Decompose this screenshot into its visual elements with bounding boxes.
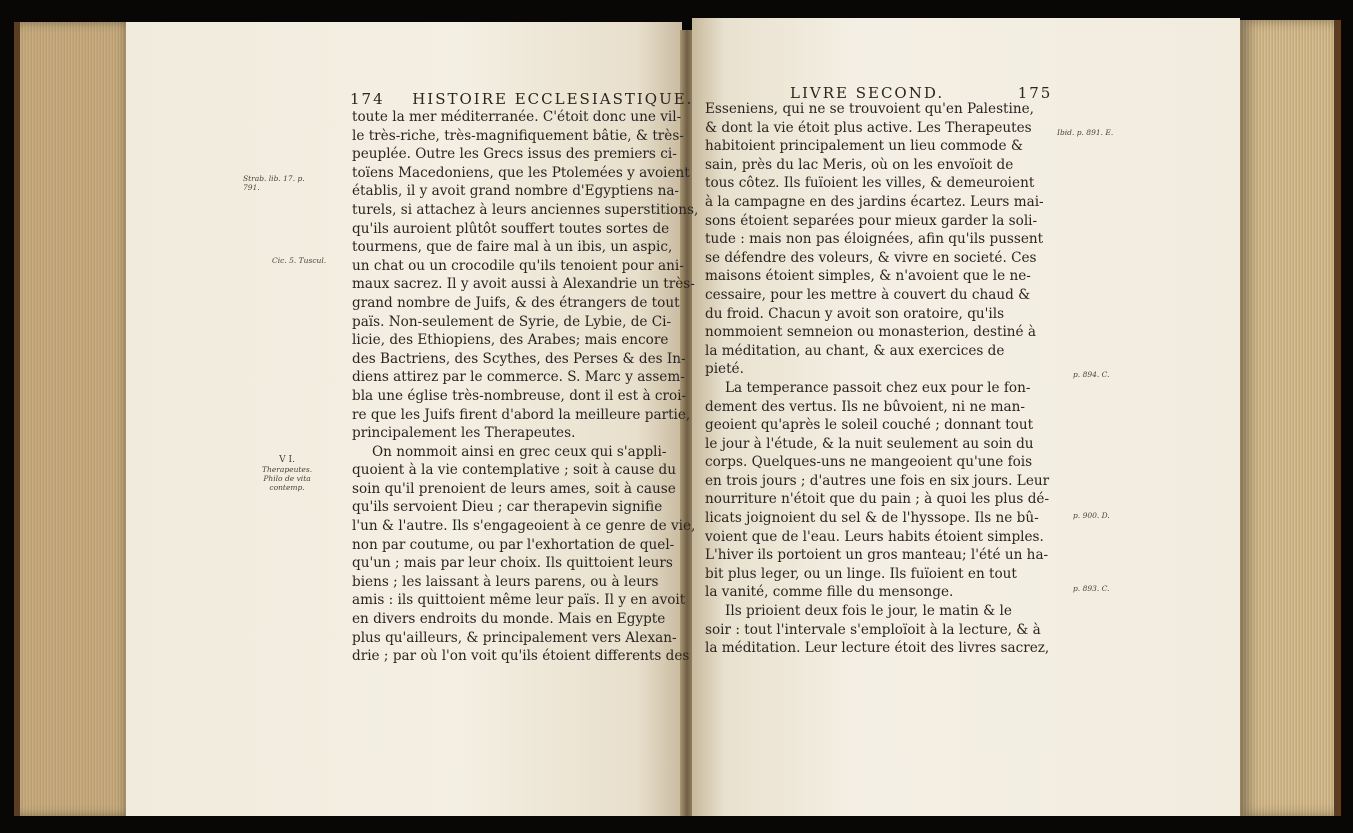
text-line: un chat ou un crocodile qu'ils tenoient pour ani- [352,257,684,274]
text-line: licie, des Ethiopiens, des Arabes; mais encore [352,332,669,349]
margin-note-line: Philo de vita [263,474,311,483]
text-line: Esseniens, qui ne se trouvoient qu'en Palestine, [705,101,1034,117]
text-line: habitoient principalement un lieu commode & [705,138,1023,155]
text-line: geoient qu'après le soleil couché ; donnant tout [705,417,1034,434]
margin-note-line: p. 893. C. [1073,584,1110,593]
left-margin-note-1 [243,174,305,192]
right-margin-note-2 [1073,370,1110,379]
margin-note-line: p. 900. D. [1073,511,1110,520]
margin-note-line: Cic. 5. Tuscul. [272,256,327,265]
right-running-title: LIVRE SECOND. [790,84,945,102]
text-line: dement des vertus. Ils ne bûvoient, ni ne man- [705,398,1025,415]
text-line: du froid. Chacun y avoit son oratoire, qu'ils [705,305,1005,322]
text-line: voient que de l'eau. Leurs habits étoient simples. [705,528,1044,545]
text-line: sain, près du lac Meris, où on les envoïoit de [705,156,1014,173]
left-margin-note-2 [272,256,326,265]
text-line: bit plus leger, ou un linge. Ils fuïoient en tout [705,565,1017,582]
text-line: On nommoit ainsi en grec ceux qui s'appli- [372,443,667,460]
text-line: l'un & l'autre. Ils s'engageoient à ce genre de vie, [352,518,696,535]
text-line: turels, si attachez à leurs anciennes superstitions, [352,201,699,218]
margin-note-line: p. 894. C. [1073,370,1110,379]
text-line: païs. Non-seulement de Syrie, de Lybie, de Ci- [352,313,672,330]
text-line: cessaire, pour les mettre à couvert du chaud & [705,286,1031,303]
text-line: grand nombre de Juifs, & des étrangers de tout [352,294,680,311]
left-running-head [350,90,693,108]
text-line: en divers endroits du monde. Mais en Egypte [352,611,666,628]
text-line: corps. Quelques-uns ne mangeoient qu'une fois [705,454,1033,471]
text-line: diens attirez par le commerce. S. Marc y assem- [352,369,685,386]
text-line: soin qu'il prenoient de leurs ames, soit à cause [352,480,676,497]
text-line: le très-riche, très-magnifiquement bâtie, & très- [352,127,684,144]
text-line: qu'ils auroient plûtôt souffert toutes sortes de [352,220,670,237]
text-line: L'hiver ils portoient un gros manteau; l'été un ha- [705,547,1049,564]
text-line: la méditation, au chant, & aux exercices de [705,342,1005,359]
text-line: nommoient semneion ou monasterion, destiné à [705,324,1037,341]
text-line: & dont la vie étoit plus active. Les Therapeutes [705,119,1032,136]
text-line: principalement les Therapeutes. [352,425,576,442]
right-margin-note-3 [1073,511,1110,520]
text-line: peuplée. Outre les Grecs issus des premiers ci- [352,146,677,163]
margin-note-line: Strab. lib. 17. p. [243,174,305,183]
text-line: le jour à l'étude, & la nuit seulement au soin du [705,435,1034,452]
text-line: bla une église très-nombreuse, dont il est à croi- [352,387,687,404]
text-line: se défendre des voleurs, & vivre en societé. Ces [705,249,1037,266]
text-line: maux sacrez. Il y avoit aussi à Alexandrie un très- [352,276,695,293]
margin-note-line: V I. [279,455,295,465]
left-running-title: HISTOIRE ECCLESIASTIQUE. [412,90,694,108]
text-line: tude : mais non pas éloignées, afin qu'ils pussent [705,231,1044,248]
margin-note-line: contemp. [269,483,305,492]
left-page-edges [14,22,132,816]
text-line: tourmens, que de faire mal à un ibis, un aspic, [352,239,673,256]
text-line: en trois jours ; d'autres une fois en six jours. Leur [705,472,1050,489]
text-line: toute la mer méditerranée. C'étoit donc une vil- [352,109,682,125]
text-line: soir : tout l'intervale s'emploïoit à la lecture, & à [705,621,1041,638]
margin-note-line: Therapeutes. [262,465,313,474]
text-line: des Bactriens, des Scythes, des Perses & des In- [352,350,686,367]
text-line: qu'ils servoient Dieu ; car therapevin signifie [352,499,663,516]
margin-note-line: Ibid. p. 891. E. [1057,128,1114,137]
text-line: non par coutume, ou par l'exhortation de quel- [352,536,675,553]
text-line: qu'un ; mais par leur choix. Ils quittoient leurs [352,555,673,572]
text-line: pieté. [705,361,744,378]
text-line: drie ; par où l'on voit qu'ils étoient differents des [352,648,690,665]
text-line: la vanité, comme fille du mensonge. [705,584,954,601]
left-margin-note-3 [262,456,312,492]
margin-note-line: 791. [243,183,260,192]
text-line: plus qu'ailleurs, & principalement vers Alexan- [352,629,677,646]
left-page-number: 174 [350,90,385,108]
left-page-text [352,108,698,666]
text-line: la méditation. Leur lecture étoit des livres sacrez, [705,640,1050,657]
right-margin-note-4 [1073,584,1110,593]
text-line: licats joignoient du sel & de l'hyssope. Ils ne bû- [705,510,1039,527]
text-line: nourriture n'étoit que du pain ; à quoi les plus dé- [705,491,1050,508]
text-line: maisons étoient simples, & n'avoient que le ne- [705,268,1031,285]
text-line: La temperance passoit chez eux pour le fon- [725,379,1031,396]
text-line: toïens Macedoniens, que les Ptolemées y avoient [352,164,690,181]
text-line: Ils prioient deux fois le jour, le matin & le [725,603,1012,620]
right-page-text [705,100,1049,658]
text-line: re que les Juifs firent d'abord la meilleure partie, [352,406,691,423]
right-margin-note-1 [1057,128,1113,137]
text-line: à la campagne en des jardins écartez. Leurs mai- [705,193,1044,210]
text-line: sons étoient separées pour mieux garder la soli- [705,212,1038,229]
right-page-edges [1240,20,1341,816]
text-line: établis, il y avoit grand nombre d'Egyptiens na- [352,183,680,200]
text-line: tous côtez. Ils fuïoient les villes, & demeuroient [705,175,1035,192]
text-line: amis : ils quittoient même leur païs. Il y en avoit [352,592,686,609]
text-line: quoient à la vie contemplative ; soit à cause du [352,462,677,479]
text-line: biens ; les laissant à leurs parens, ou à leurs [352,573,659,590]
right-page-number: 175 [1017,84,1053,102]
